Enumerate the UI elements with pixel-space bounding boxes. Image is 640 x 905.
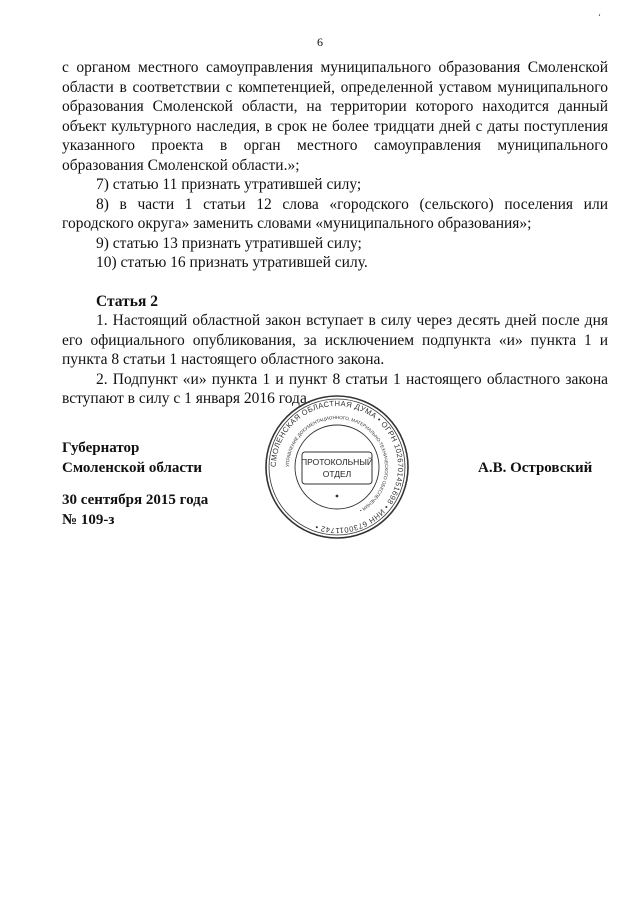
signatory-title-line1: Губернатор: [62, 440, 140, 456]
paragraph-continuation: с органом местного самоуправления муниципального образования Смоленской области в соответствии с компетенцией, определенной уставом муниципального образования Смоленской области, на территории которого находится данный объект культурного наследия, в срок не более тридцати дней с даты поступления указанного проекта в орган местного самоуправления муниципального образования Смоленской области.»;: [62, 59, 608, 174]
signatory-name: А.В. Островский: [478, 460, 593, 476]
list-item-9: 9) статью 13 признать утратившей силу;: [96, 234, 362, 252]
law-number: № 109-з: [62, 512, 115, 528]
law-date: 30 сентября 2015 года: [62, 492, 209, 508]
document-body: [62, 58, 608, 409]
law-date-number: [62, 490, 208, 530]
signatory-title: [62, 438, 202, 478]
signatory-title-line2: Смоленской области: [62, 460, 203, 476]
seal-center-line1: ПРОТОКОЛЬНЫЙ: [301, 457, 373, 467]
seal-outer-text: СМОЛЕНСКАЯ ОБЛАСТНАЯ ДУМА • ОГРН 1026701451698 • ИНН 6730011742 •: [268, 398, 406, 536]
article-2-paragraph-2: 2. Подпункт «и» пункта 1 и пункт 8 статьи 1 настоящего областного закона вступают в силу с 1 января 2016 года.: [62, 370, 608, 407]
article-heading: Статья 2: [96, 292, 158, 310]
page-number: 6: [317, 35, 323, 49]
article-2-paragraph-1: 1. Настоящий областной закон вступает в силу через десять дней после дня его официального опубликования, за исключением подпункта «и» пункта 1 и пункта 8 статьи 1 настоящего областного закона.: [62, 312, 608, 368]
seal-inner-text: УПРАВЛЕНИЕ ДОКУМЕНТАЦИОННОГО, МАТЕРИАЛЬНО-ТЕХНИЧЕСКОГО ОБЕСПЕЧЕНИЯ •: [284, 414, 390, 514]
list-item-7: 7) статью 11 признать утратившей силу;: [96, 176, 362, 193]
official-seal: [262, 392, 412, 542]
seal-center-line2: ОТДЕЛ: [322, 469, 352, 479]
list-item-10: 10) статью 16 признать утратившей силу.: [96, 254, 368, 271]
list-item-8: 8) в части 1 статьи 12 слова «городского (сельского) поселения или городского округа» заменить словами «муниципального образования»;: [62, 195, 608, 232]
corner-mark: ʻ: [598, 12, 601, 22]
seal-center-dot: [336, 495, 339, 498]
